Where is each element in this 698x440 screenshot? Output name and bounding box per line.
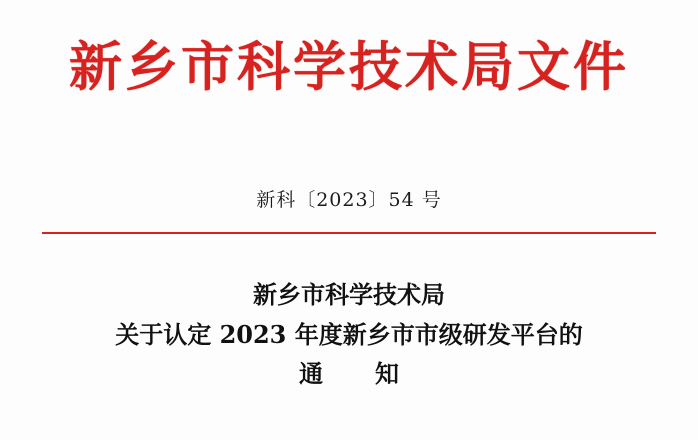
- red-separator-rule: [42, 232, 656, 234]
- document-masthead-title: 新乡市科学技术局文件: [69, 36, 629, 98]
- document-title-block: [0, 275, 698, 394]
- document-serial-number: 新科〔2023〕54 号: [256, 189, 442, 211]
- document-title-line-3: 通 知: [299, 359, 413, 389]
- document-title-line-1: 新乡市科学技术局: [253, 280, 445, 309]
- document-title-line-2: 关于认定 2023 年度新乡市市级研发平台的: [115, 319, 583, 349]
